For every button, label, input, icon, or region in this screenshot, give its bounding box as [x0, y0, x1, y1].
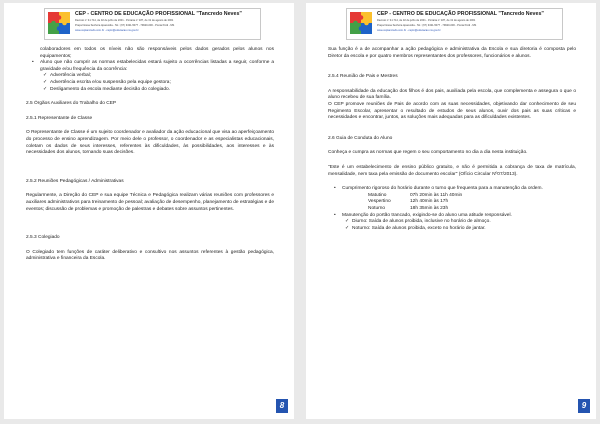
paragraph: Regularmente, a Direção do CEP e sua equipe Técnica e Pedagógica realizam várias reuniões com professores e auxiliares administrativos para treinamento de pessoal; avaliação de desempenho, planejamento de estratégias e de eventos; discussão de problemas e promoção de palestras e debates sobre assuntos pertinentes. — [26, 193, 274, 212]
paragraph: O CEP promove reuniões de Pais de acordo com as suas necessidades, objetivando dar conhecimento de seu Regimento Escolar, apresentar o resultado de estudos de seus alunos, ouvir dos pais as suas críticas e necessidades e encontrar, juntos, as soluções mais adequadas para as dificuldades existentes. — [328, 101, 576, 121]
paragraph: O Representante de Classe é um sujeito coordenador e avaliador da ação educacional que visa ao aperfeiçoamento do processo de ensino aprendizagem. Por meio dele o professor, o coordenador e as especialistas educacionais, coletam os dados de seus interesses, referentes às dificuldades, às possibilidades, aos interesses e às necessidades dos alunos, tornando suas decisões. — [26, 130, 274, 156]
schedule-horario: 07h 20min às 11h 40min — [410, 192, 463, 198]
schedule-horario: 18h 35min às 23h — [410, 205, 449, 211]
schedule-row — [328, 199, 576, 206]
schedule-turno: Vespertino — [368, 199, 391, 205]
puzzle-logo-icon — [349, 11, 373, 35]
header-address: Praça Nossa Senhora Aparecida - Tel.: (67) 3431-5077 - 79920-000 - Ponta Porã - MS — [75, 24, 175, 27]
section-heading: 2.6 Guia de Conduta do Aluno — [328, 135, 393, 141]
check-item: ✓ Diurno: Saída de alunos proibida, inclusive no horário de almoço. — [345, 219, 491, 225]
section-heading: 2.5.1 Representante de Classe — [26, 115, 93, 121]
check-item: ✓ Advertência verbal; — [43, 73, 92, 79]
checkmark-icon: ✓ — [345, 225, 350, 231]
header-address: Praça Nossa Senhora Aparecida - Tel.: (67) 3431-5077 - 79920-000 - Ponta Porã - MS — [377, 24, 477, 27]
check-item: ✓ Advertência escrita e/ou suspensão pela equipe gestora; — [43, 79, 171, 85]
header-title: CEP - CENTRO DE EDUCAÇÃO PROFISSIONAL "Tancredo Neves" — [75, 11, 242, 17]
section-heading: 2.5.4 Reunião de Pais e Mestres — [328, 74, 398, 80]
left-page-body — [26, 47, 274, 263]
right-page-body — [328, 47, 576, 232]
paragraph: O Colegiado tem funções de caráter deliberativo e consultivo nos assuntos referentes à gestão pedagógica, administrativa e financeira da Escola. — [26, 249, 274, 262]
header-website[interactable]: www.ceptancredo.com.br - ceptn@educacao.ms.gov.br — [377, 29, 441, 32]
checkmark-icon: ✓ — [43, 86, 48, 92]
section-heading: 2.5.2 Reuniões Pedagógicas / Administrativas — [26, 178, 124, 184]
schedule-turno: Noturno — [368, 205, 386, 211]
schedule-horario: 12h 40min às 17h — [410, 199, 449, 205]
quote-paragraph: "Este é um estabelecimento de ensino público gratuito, e não é permitida a cobrança de taxa de matrícula, mensalidade, nem taxa pela emissão de documento escolar" (Ofício Circular Nº07/2013). — [328, 164, 576, 177]
page-header — [346, 8, 563, 40]
check-item: ✓ Desligamento da escola mediante decisão do colegiado. — [43, 86, 170, 92]
header-title: CEP - CENTRO DE EDUCAÇÃO PROFISSIONAL "Tancredo Neves" — [377, 11, 544, 17]
puzzle-logo-icon — [47, 11, 71, 35]
document-page-right — [306, 3, 596, 419]
document-page-left — [4, 3, 294, 419]
checkmark-icon: ✓ — [43, 79, 48, 85]
section-heading: 2.5 Órgãos Auxiliares do Trabalho do CEP — [26, 101, 117, 107]
bullet-item: • Aluno que não cumprir as normas estabelecidas estará sujeito a ocorrências listadas a seguir, conforme a gravidade e/ou frequência da ocorrência: — [26, 60, 274, 73]
page-header — [44, 8, 261, 40]
schedule-turno: Matutino — [368, 192, 387, 198]
header-decree: Decreto nº 41.714, de 02 de julho de 2001 - Portaria nº 187, de 31 de agosto de 2001 — [377, 19, 476, 22]
check-item: ✓ Noturno: Saída de alunos proibida, exceto no horário de jantar. — [345, 225, 486, 231]
page-number: 9 — [578, 399, 590, 413]
schedule-row — [328, 206, 576, 213]
paragraph: colaboradores em todos os níveis não são responsáveis pelos dados gerados pelos alunos nos equipamentos; — [40, 47, 274, 59]
page-number: 8 — [276, 399, 288, 413]
checkmark-icon: ✓ — [43, 73, 48, 79]
checkmark-icon: ✓ — [345, 219, 350, 225]
paragraph: Conheça e cumpra as normas que regem o seu comportamento no dia a dia nesta instituição. — [328, 150, 528, 156]
section-heading: 2.5.3 Colegiado — [26, 235, 60, 241]
paragraph: A responsabilidade da educação dos filhos é dos pais, auxiliada pela escola, que complementa e assegura o que o aluno recebeu de sua família. — [328, 88, 576, 101]
paragraph: Sua função é a de acompanhar a ação pedagógica e administrativa da Escola e sua diretoria é composta pelo Diretor da escola e por quatro membros representantes dos professores, funcionários e alunos. — [328, 47, 576, 59]
header-website[interactable]: www.ceptancredo.com.br - ceptn@educacao.ms.gov.br — [75, 29, 139, 32]
schedule-row — [328, 193, 576, 200]
bullet-item: • Cumprimento rigoroso do horário durante o turno que frequenta para a manutenção da ordem. — [328, 186, 576, 193]
header-decree: Decreto nº 41.714, de 02 de julho de 2001 - Portaria nº 187, de 31 de agosto de 2001 — [75, 19, 174, 22]
bullet-item: • Manutenção do portão trancado, exigindo-se do aluno uma atitude responsável. — [328, 213, 576, 220]
